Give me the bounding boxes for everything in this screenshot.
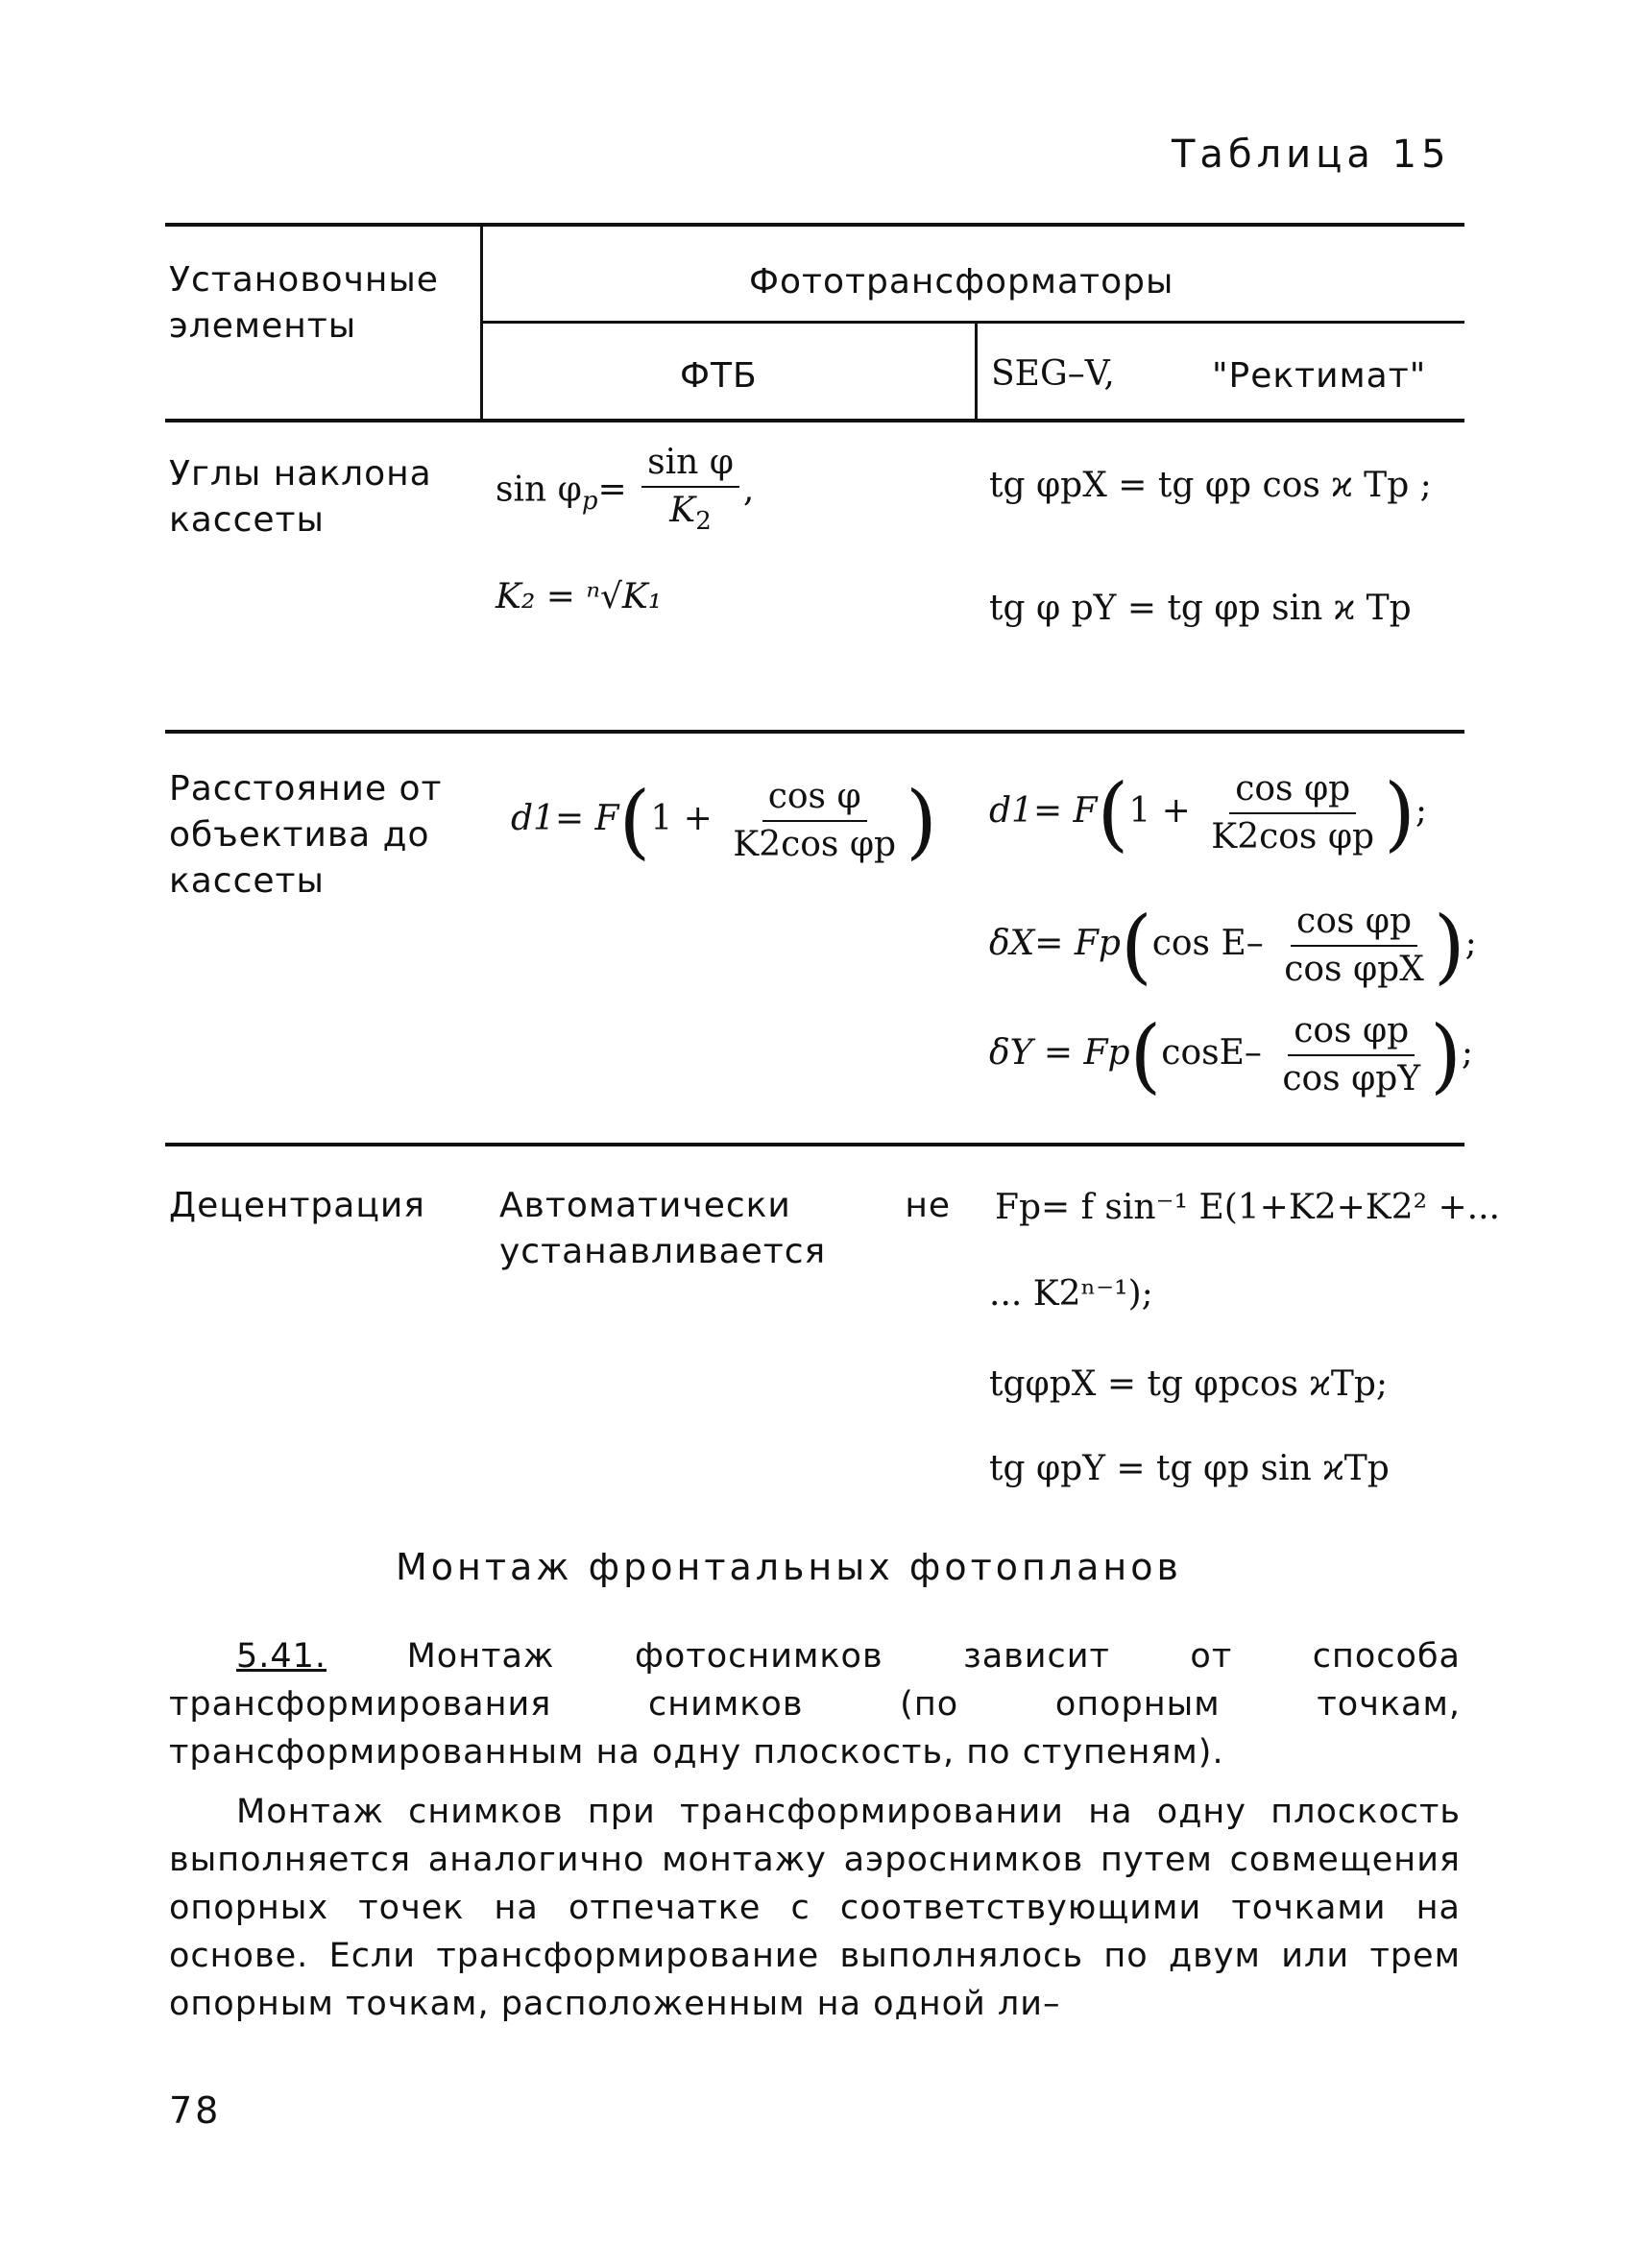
formula-middle: cosE– [1161, 1033, 1262, 1073]
fraction [1278, 901, 1430, 991]
fraction-denominator: K [669, 491, 696, 530]
formula-lhs: δY = Fp [989, 1033, 1130, 1073]
ftb-decentration-text: Автоматически не устанавливается [499, 1186, 951, 1271]
fraction [641, 442, 739, 543]
header-settings: Установочные элементы [169, 260, 439, 346]
fraction-numerator: cos φ [762, 776, 867, 822]
header-bottom-rule [165, 419, 1464, 422]
fraction [1205, 768, 1380, 858]
formula-seg-tg-y: tg φ pY = tg φp sin ϰ Tp [989, 589, 1412, 628]
formula-ftb-k2: K₂ = ⁿ√K₁ [496, 577, 663, 616]
fraction-denominator-sub: 2 [695, 507, 712, 537]
header-divider-2 [975, 321, 978, 421]
formula-lhs: sin φ [496, 470, 582, 510]
formula-lhs: δX= Fp [989, 924, 1121, 963]
paragraph-montage: Монтаж снимков при трансформировании на одну плоскость выполняется аналогично монтажу аэроснимков путем совмещения опорных точек на отпечатке с соответствующими точками на основе. Если трансформирование выполнялось по двум или трем опорным точкам, расположенным на одной ли– [169, 1793, 1461, 2023]
formula-ftb-sin: $\sin \varphi_p=$ $\frac{\text{sin φ}}{K_2}$ , [496, 442, 754, 543]
group-header-rule [483, 321, 1464, 324]
header-rektimat: "Ректимат" [1212, 356, 1427, 396]
paragraph-number: 5.41. [236, 1637, 327, 1676]
row-label-angles: Углы наклона кассеты [169, 454, 432, 540]
table-top-rule [165, 223, 1464, 227]
formula-seg-delta-y: δY = Fp(cosE– $\frac{\text{cos φp}}{\text{cos φpY}}$ ); [989, 1008, 1474, 1102]
fraction-numerator: sin φ [641, 442, 739, 488]
formula-seg-tg-y-2: tg φpY = tg φp sin ϰTp [989, 1449, 1390, 1488]
formula-seg-delta-x: δX= Fp(cos E– $\frac{\text{cos φp}}{\text{cos φpX}}$ ); [989, 899, 1477, 993]
header-phototransformers: Фототрансформаторы [749, 262, 1174, 302]
fraction [727, 776, 902, 866]
formula-seg-d1: d1= F(1 + $\frac{\text{cos φp}}{\text{K2cos φp}}$ ); [989, 766, 1428, 860]
formula-lhs-sub: p [581, 486, 598, 516]
table-caption: Таблица 15 [1172, 133, 1451, 177]
formula-lhs: d1= F [511, 799, 619, 838]
fraction-numerator: cos φp [1291, 901, 1417, 947]
formula-lhs: d1= F [989, 791, 1098, 831]
fraction-denominator: K2cos φp [1211, 817, 1375, 857]
fraction-denominator: K2cos φp [733, 825, 897, 864]
fraction-denominator: cos φpX [1284, 950, 1424, 989]
page-number: 78 [169, 2089, 222, 2132]
row-label-distance: Расстояние от объектива до кассеты [169, 769, 443, 901]
header-seg: SEG–V, [991, 354, 1115, 394]
header-divider-1 [480, 223, 483, 421]
section-title: Монтаж фронтальных фотопланов [396, 1546, 1182, 1588]
formula-seg-tg-x: tg φpX = tg φp cos ϰ Tp ; [989, 466, 1432, 505]
fraction-numerator: cos φp [1229, 768, 1356, 814]
fraction-numerator: cos φp [1288, 1010, 1415, 1056]
fraction [1276, 1010, 1426, 1100]
paragraph-5-41 [169, 1632, 1461, 1776]
formula-seg-fp: Fp= f sin⁻¹ E(1+K2+K2² +... [995, 1188, 1500, 1227]
formula-seg-fp-cont: ... K2ⁿ⁻¹); [989, 1274, 1153, 1314]
row1-bottom-rule [165, 730, 1464, 734]
formula-seg-tg-x-2: tgφpX = tg φpcos ϰTp; [989, 1364, 1389, 1404]
header-ftb: ФТБ [680, 356, 758, 396]
paragraph-text: Монтаж фотоснимков зависит от способа трансформирования снимков (по опорным точкам, трансформированным на одну плоскость, по ступеням). [169, 1637, 1461, 1772]
fraction-denominator: cos φpY [1282, 1059, 1421, 1098]
row2-bottom-rule [165, 1143, 1464, 1146]
formula-ftb-d1: d1= F(1 + $\frac{\text{cos φ}}{\text{K2cos φp}}$ ) [511, 774, 937, 868]
row-label-decentration: Децентрация [169, 1186, 425, 1225]
formula-middle: cos E– [1151, 924, 1264, 963]
